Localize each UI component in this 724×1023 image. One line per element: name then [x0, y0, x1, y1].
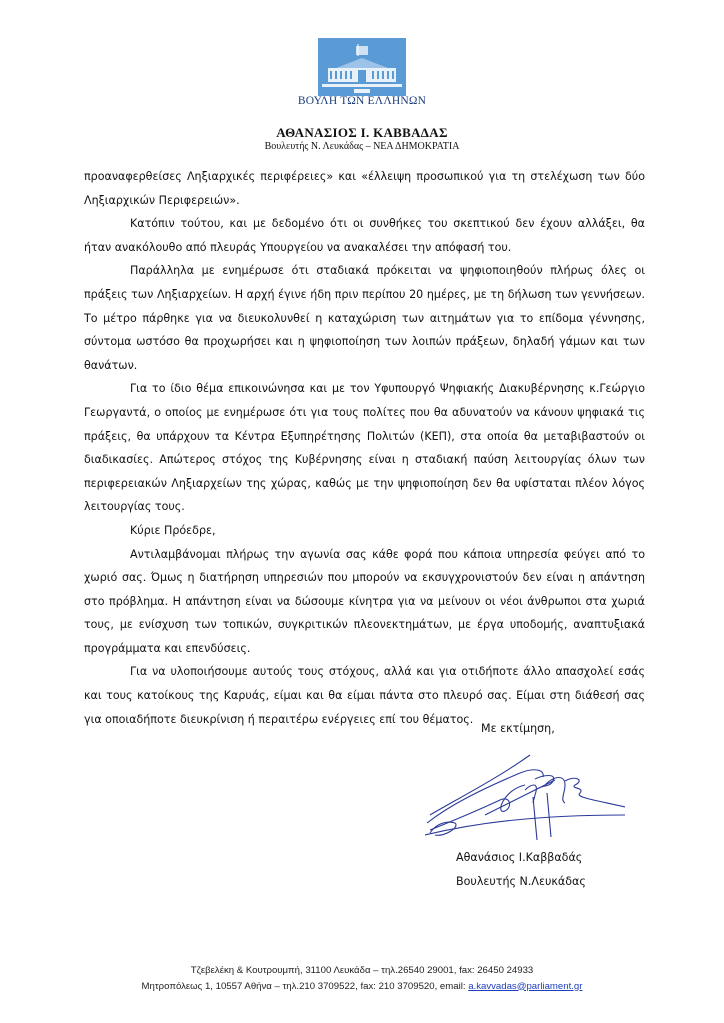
organization-name: ΒΟΥΛΗ ΤΩΝ ΕΛΛΗΝΩΝ: [297, 95, 427, 107]
closing-salutation: Με εκτίμηση,: [481, 722, 555, 735]
signatory-title: Βουλευτής Ν.Λευκάδας: [456, 874, 586, 888]
footer-athens-text: Μητροπόλεως 1, 10557 Αθήνα – τηλ.210 3709522, fax: 210 3709520, email:: [141, 980, 469, 992]
letter-body: [84, 165, 645, 731]
paragraph: Κατόπιν τούτου, και με δεδομένο ότι οι συνθήκες του σκεπτικού δεν έχουν αλλάξει, θα ήταν ανακόλουθο από πλευράς Υπουργείου να ανακαλέσει την απόφασή του.: [84, 217, 645, 254]
paragraph: Παράλληλα με ενημέρωσε ότι σταδιακά πρόκειται να ψηφιοποιηθούν πλήρως όλες οι πράξεις των Ληξιαρχείων. Η αρχή έγινε ήδη πριν περίπου 20 ημέρες, με τη δήλωση των γεννήσεων. Το μέτρο πάρθηκε για να διευκολυνθεί η καταχώριση των αιτημάτων για το επίδομα γέννησης, σύντομα ωστόσο θα προχωρήσει και η ψηφιοποίηση των λοιπών πράξεων, δηλαδή γάμων και των θανάτων.: [84, 264, 645, 372]
signatory-name: Αθανάσιος Ι.Καββαδάς: [456, 851, 583, 864]
paragraph: προαναφερθείσες Ληξιαρχικές περιφέρειες» και «έλλειψη προσωπικού για τη στελέχωση των δύο Ληξιαρχικών Περιφερειών».: [84, 170, 645, 207]
mp-subtitle: Βουλευτής Ν. Λευκάδας – ΝΕΑ ΔΗΜΟΚΡΑΤΙΑ: [264, 141, 460, 152]
signatory-block: [456, 846, 586, 893]
paragraph: Για να υλοποιήσουμε αυτούς τους στόχους, αλλά και για οτιδήποτε άλλο απασχολεί εσάς και τους κατοίκους της Καρυάς, είμαι και θα είμαι πάντα στο πλευρό σας. Είμαι στη διάθεσή σας για οποιαδήποτε διευκρίνιση ή περαιτέρω ενέργειες επί του θέματος.: [84, 665, 645, 726]
salutation-line: Κύριε Πρόεδρε,: [130, 523, 216, 537]
parliament-building-icon: [318, 38, 406, 96]
paragraph: Για το ίδιο θέμα επικοινώνησα και με τον Υφυπουργό Ψηφιακής Διακυβέρνησης κ.Γεώργιο Γεωργαντά, ο οποίος με ενημέρωσε ότι για τους πολίτες που θα αδυνατούν να κάνουν ψηφιακά τις πράξεις, θα υπάρχουν τα Κέντρα Εξυπηρέτησης Πολιτών (ΚΕΠ), στα οποία θα μεταβιβαστούν οι διαδικασίες. Απώτερος στόχος της Κυβέρνησης είναι η σταδιακή παύση λειτουργίας όλων των περιφερειακών Ληξιαρχείων της χώρας, καθώς με την ψηφιοποίηση δεν θα υφίσταται πλέον λόγος λειτουργίας τους.: [84, 382, 645, 514]
paragraph: Αντιλαμβάνομαι πλήρως την αγωνία σας κάθε φορά που κάποια υπηρεσία φεύγει από το χωριό σας. Όμως η διατήρηση υπηρεσιών που μπορούν να εκσυγχρονιστούν δεν είναι η απάντηση στο πρόβλημα. Η απάντηση είναι να δώσουμε κίνητρα για να μείνουν οι νέοι άνθρωποι στα χωριά τους, με ενίσχυση των τοπικών, συγκριτικών πλεονεκτημάτων, με έργα υποδομής, αναπτυξιακά προγράμματα και επενδύσεις.: [84, 547, 645, 655]
handwritten-signature-icon: [425, 745, 625, 840]
footer-address-lefkada: Τζεβελέκη & Κουτρουμπή, 31100 Λευκάδα – τηλ.26540 29001, fax: 26450 24933: [190, 965, 534, 976]
mp-name-heading: ΑΘΑΝΑΣΙΟΣ Ι. ΚΑΒΒΑΔΑΣ: [276, 125, 448, 140]
footer-address-athens: [0, 979, 724, 995]
email-link[interactable]: a.kavvadas@parliament.gr: [468, 980, 583, 992]
footer-contact: [0, 963, 724, 994]
